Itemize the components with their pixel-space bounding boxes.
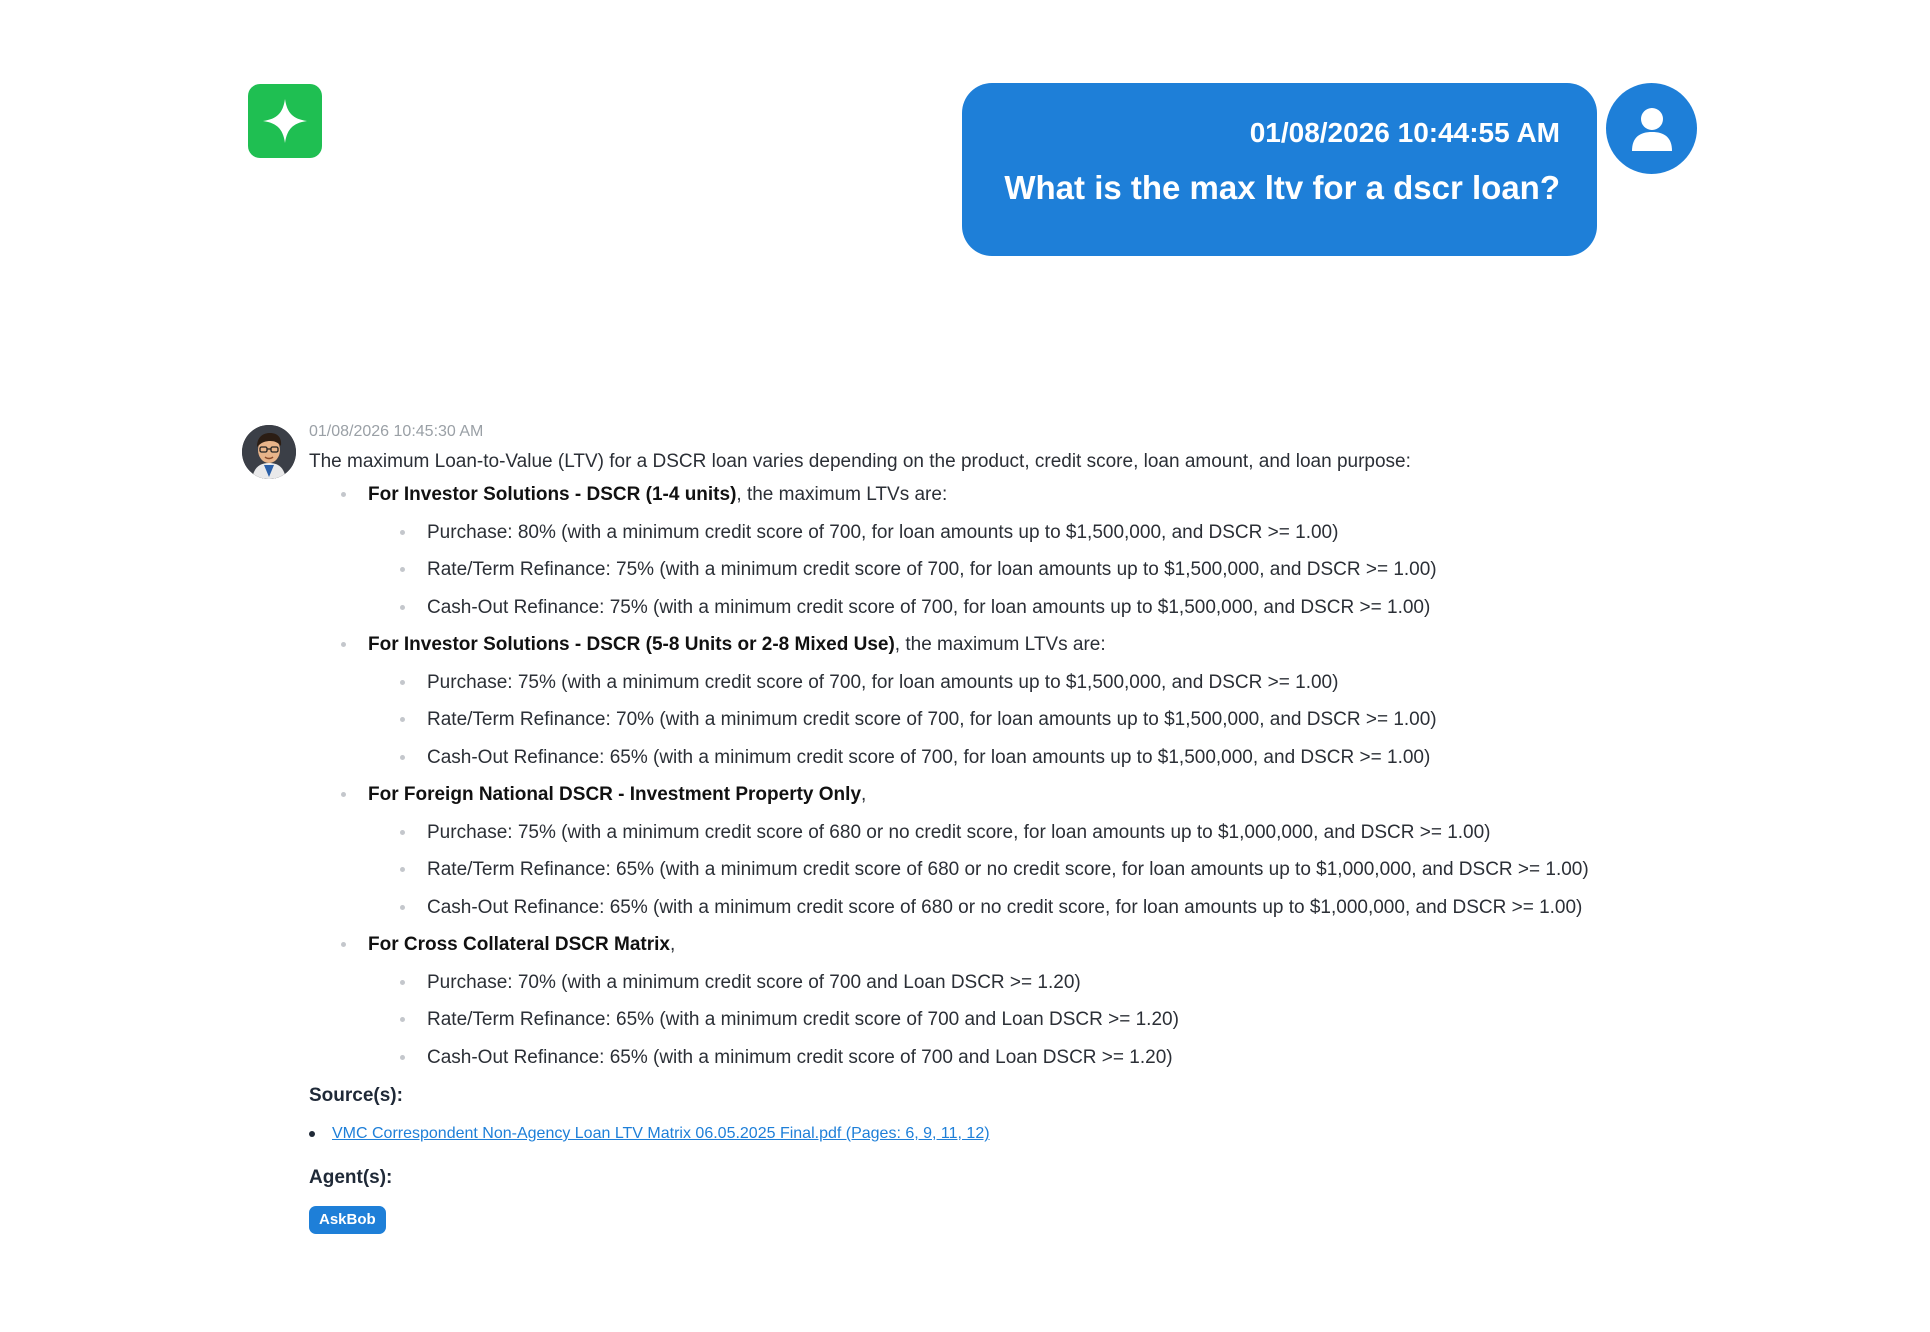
- ltv-group: [339, 776, 1729, 926]
- assistant-message: [309, 420, 1729, 1234]
- ltv-item-list: [398, 664, 1729, 777]
- ltv-item-list: [398, 514, 1729, 627]
- ltv-item: Rate/Term Refinance: 65% (with a minimum credit score of 700 and Loan DSCR >= 1.20): [398, 1001, 1729, 1039]
- assistant-message-timestamp: 01/08/2026 10:45:30 AM: [309, 423, 484, 440]
- sources-label: Source(s):: [309, 1085, 403, 1106]
- ltv-group-suffix: , the maximum LTVs are:: [736, 484, 948, 505]
- ltv-item-list: [398, 964, 1729, 1077]
- ltv-item: Cash-Out Refinance: 75% (with a minimum credit score of 700, for loan amounts up to $1,500,000, and DSCR >= 1.00): [398, 589, 1729, 627]
- ltv-group: [339, 476, 1729, 626]
- ltv-group-title: For Cross Collateral DSCR Matrix: [368, 934, 670, 955]
- source-item: [309, 1122, 1729, 1146]
- ltv-item: Rate/Term Refinance: 75% (with a minimum credit score of 700, for loan amounts up to $1,500,000, and DSCR >= 1.00): [398, 551, 1729, 589]
- agent-badge[interactable]: AskBob: [309, 1206, 386, 1234]
- ltv-item: Cash-Out Refinance: 65% (with a minimum credit score of 680 or no credit score, for loan amounts up to $1,000,000, and DSCR >= 1.00): [398, 889, 1729, 927]
- ltv-item: Purchase: 80% (with a minimum credit score of 700, for loan amounts up to $1,500,000, and DSCR >= 1.00): [398, 514, 1729, 552]
- ltv-item: Purchase: 70% (with a minimum credit score of 700 and Loan DSCR >= 1.20): [398, 964, 1729, 1002]
- ltv-group-suffix: ,: [861, 784, 867, 805]
- ltv-group-suffix: ,: [669, 934, 676, 955]
- ltv-item: Rate/Term Refinance: 70% (with a minimum credit score of 700, for loan amounts up to $1,500,000, and DSCR >= 1.00): [398, 701, 1729, 739]
- user-message-text: What is the max ltv for a dscr loan?: [1004, 169, 1560, 206]
- ltv-group-title: For Investor Solutions - DSCR (5-8 Units or 2-8 Mixed Use): [368, 634, 895, 655]
- user-avatar: [1606, 83, 1697, 174]
- agents-label: Agent(s):: [309, 1167, 393, 1188]
- source-list: [309, 1122, 1729, 1146]
- ltv-item: Cash-Out Refinance: 65% (with a minimum credit score of 700, for loan amounts up to $1,500,000, and DSCR >= 1.00): [398, 739, 1729, 777]
- user-message-bubble: [962, 83, 1597, 256]
- ltv-item-list: [398, 814, 1729, 927]
- app-logo: [248, 84, 322, 158]
- ltv-group-title: For Foreign National DSCR - Investment Property Only: [368, 784, 862, 805]
- sparkle-icon: [261, 97, 309, 145]
- ltv-item: Rate/Term Refinance: 65% (with a minimum credit score of 680 or no credit score, for loan amounts up to $1,000,000, and DSCR >= 1.00): [398, 851, 1729, 889]
- ltv-group: [339, 926, 1729, 1076]
- ltv-group-title: For Investor Solutions - DSCR (1-4 units): [368, 484, 737, 505]
- ltv-item: Cash-Out Refinance: 65% (with a minimum credit score of 700 and Loan DSCR >= 1.20): [398, 1039, 1729, 1077]
- ltv-group-list: [339, 476, 1729, 1076]
- ltv-item: Purchase: 75% (with a minimum credit score of 700, for loan amounts up to $1,500,000, and DSCR >= 1.00): [398, 664, 1729, 702]
- user-message-timestamp: 01/08/2026 10:44:55 AM: [1249, 117, 1560, 148]
- user-icon: [1626, 103, 1678, 155]
- assistant-avatar-icon: [242, 425, 296, 479]
- ltv-item: Purchase: 75% (with a minimum credit score of 680 or no credit score, for loan amounts up to $1,000,000, and DSCR >= 1.00): [398, 814, 1729, 852]
- assistant-avatar: [242, 425, 296, 479]
- assistant-intro-text: The maximum Loan-to-Value (LTV) for a DSCR loan varies depending on the product, credit score, loan amount, and loan purpose:: [309, 451, 1411, 472]
- ltv-group: [339, 626, 1729, 776]
- source-link[interactable]: VMC Correspondent Non-Agency Loan LTV Matrix 06.05.2025 Final.pdf (Pages: 6, 9, 11, 12): [332, 1125, 990, 1142]
- ltv-group-suffix: , the maximum LTVs are:: [894, 634, 1106, 655]
